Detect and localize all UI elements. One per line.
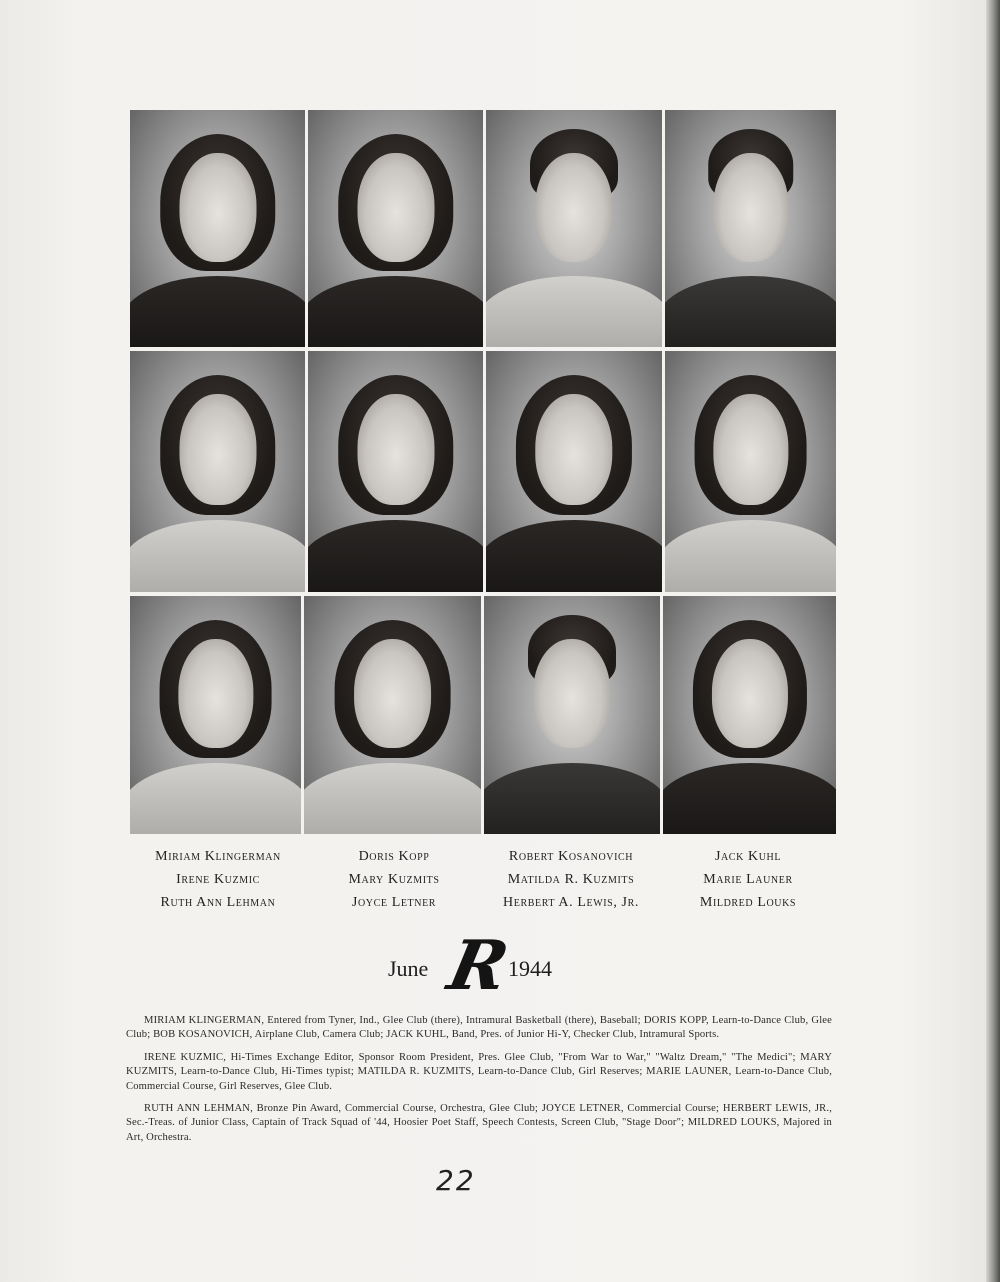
portrait-photo	[130, 596, 301, 834]
name-column-3	[483, 845, 659, 914]
portrait-photo	[304, 596, 481, 834]
portrait-photo	[486, 110, 662, 347]
student-name: Irene Kuzmic	[176, 872, 260, 887]
title-r-logo: R	[441, 926, 516, 1006]
handwritten-page-number: 22	[436, 1164, 476, 1197]
student-name: Robert Kosanovich	[508, 849, 634, 864]
title-year: 1944	[508, 956, 552, 981]
student-bios	[126, 1014, 832, 1153]
student-name: Jack Kuhl	[714, 849, 782, 864]
binding-edge	[986, 0, 1000, 1282]
name-column-1	[130, 845, 306, 914]
portrait-photo	[486, 351, 662, 592]
student-name: Matilda R. Kuzmits	[507, 872, 635, 887]
bio-paragraph: MIRIAM KLINGERMAN, Entered from Tyner, Ind., Glee Club (there), Intramural Basketball (there), Baseball; DORIS KOPP, Learn-to-Dance Club, Glee Club; BOB KOSANOVICH, Airplane Club, Camera Club; JACK KUHL, Band, Pres. of Junior Hi-Y, Checker Club, Intramural Sports.	[126, 1015, 832, 1041]
class-title	[388, 926, 588, 1006]
name-column-4	[660, 845, 836, 914]
portrait-photo	[308, 110, 483, 347]
portrait-photo	[130, 351, 305, 592]
student-name: Herbert A. Lewis, Jr.	[503, 895, 639, 910]
title-month: June	[388, 956, 429, 981]
portrait-photo	[663, 596, 836, 834]
portrait-photo	[130, 110, 305, 347]
student-name: Mildred Louks	[699, 895, 797, 910]
portrait-grid	[130, 110, 836, 834]
portrait-photo	[665, 351, 836, 592]
student-name: Ruth Ann Lehman	[160, 895, 276, 910]
portrait-photo	[484, 596, 660, 834]
name-column-2	[306, 845, 482, 914]
bio-paragraph: IRENE KUZMIC, Hi-Times Exchange Editor, Sponsor Room President, Pres. Glee Club, "From War to War," "Waltz Dream," "The Medici"; MARY KUZMITS, Learn-to-Dance Club, Hi-Times typist; MATILDA R. KUZMITS, Learn-to-Dance Club, Girl Reserves; MARIE LAUNER, Learn-to-Dance Club, Commercial Course, Girl Reserves, Glee Club.	[126, 1051, 832, 1092]
portrait-photo	[665, 110, 836, 347]
student-name: Marie Launer	[703, 872, 793, 887]
student-name: Joyce Letner	[351, 895, 437, 910]
bio-paragraph: RUTH ANN LEHMAN, Bronze Pin Award, Commercial Course, Orchestra, Glee Club; JOYCE LETNER, Commercial Course; HERBERT LEWIS, JR., Sec.-Treas. of Junior Class, Captain of Track Squad of '44, Hoosier Poet Staff, Speech Contests, Screen Club, "Stage Door"; MILDRED LOUKS, Majored in Art, Orchestra.	[126, 1103, 832, 1143]
student-name: Miriam Klingerman	[155, 849, 281, 864]
student-name: Doris Kopp	[358, 849, 430, 864]
student-name: Mary Kuzmits	[348, 872, 440, 887]
portrait-photo	[308, 351, 483, 592]
